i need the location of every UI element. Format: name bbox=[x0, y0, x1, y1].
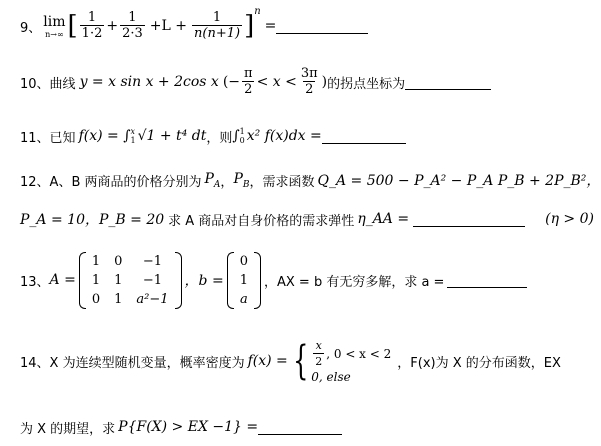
q10-frac-a: $\frac{\pi}{2}$ bbox=[244, 66, 253, 97]
answer-blank-10[interactable] bbox=[405, 75, 491, 90]
q14-text2: ，F(x)为 X 的分布函数，EX bbox=[397, 355, 561, 371]
q13-text: ，AX = b 有无穷多解，求 a = bbox=[263, 274, 445, 290]
limit-label: lim bbox=[43, 13, 66, 30]
question-14-line2 bbox=[20, 415, 342, 439]
q9-fraction-2: $\frac{1}{2\cdot 3}$ bbox=[122, 10, 143, 41]
q12-text: A、B 两商品的价格分别为 bbox=[49, 174, 202, 190]
q12-text3: 求 A 商品对自身价格的需求弹性 bbox=[168, 213, 355, 229]
price-a: $P_A$ bbox=[204, 170, 221, 190]
q9-limit bbox=[43, 14, 65, 39]
q10-curve: y = x sin x + 2cos x bbox=[79, 74, 219, 90]
price-b: $P_B$ bbox=[233, 170, 250, 190]
q11-text2: ，则 bbox=[206, 130, 233, 146]
answer-blank-13[interactable] bbox=[447, 273, 527, 288]
q11-limits: x 1 bbox=[130, 127, 136, 145]
q13-number: 13、 bbox=[20, 274, 50, 290]
question-11 bbox=[20, 121, 406, 151]
case-brace: { bbox=[292, 338, 309, 384]
q12-number: 12、 bbox=[20, 174, 50, 190]
left-bracket: [ bbox=[67, 11, 78, 41]
q10-text2: 的拐点坐标为 bbox=[327, 76, 406, 92]
q11-expr: f(x) = ∫ bbox=[78, 128, 131, 144]
condition: (η > 0) bbox=[545, 211, 594, 227]
equals: = bbox=[264, 18, 277, 34]
matrix-a: 1 0 −1 1 1 −1 0 1 a²−1 bbox=[79, 252, 182, 309]
elasticity: η_AA = bbox=[357, 211, 410, 227]
demand-function: Q_A = 500 − P_A² − P_A P_B + 2P_B²， bbox=[317, 173, 601, 189]
probability-expr: P{F(X) > EX −1} = bbox=[118, 419, 259, 435]
price-values: P_A = 10，P_B = 20 bbox=[20, 212, 165, 228]
ellipsis-term: +L + bbox=[149, 18, 187, 34]
question-14 bbox=[20, 336, 561, 386]
q11-limits2: 1 0 bbox=[239, 127, 245, 145]
density-label: f(x) = bbox=[247, 353, 288, 369]
q11-integrand: √1 + t⁴ dt bbox=[137, 128, 207, 144]
q12-text2: ，需求函数 bbox=[249, 174, 315, 190]
answer-blank-14[interactable] bbox=[258, 420, 342, 435]
q10-paren: (− bbox=[222, 74, 241, 90]
q14-number: 14、 bbox=[20, 355, 50, 371]
comma: ， bbox=[220, 174, 234, 190]
power: n bbox=[254, 6, 261, 17]
q11-integrand2: x² f(x)dx = bbox=[246, 128, 322, 144]
q10-inequality: < x < bbox=[256, 74, 297, 90]
piecewise: $\frac{x}{2}$ , 0 < x < 2 0, else bbox=[311, 339, 392, 384]
answer-blank-11[interactable] bbox=[322, 129, 406, 144]
question-10 bbox=[20, 62, 491, 102]
limit-sub: n→∞ bbox=[45, 29, 64, 39]
vector-b: 0 1 a bbox=[227, 252, 261, 309]
q9-fraction-3: $\frac{1}{n(n+1)}$ bbox=[194, 10, 241, 41]
question-9 bbox=[20, 6, 368, 46]
question-12-line2 bbox=[20, 207, 594, 231]
vector-b-label: ，b = bbox=[184, 273, 224, 289]
q9-fraction-1: $\frac{1}{1\cdot 2}$ bbox=[81, 10, 103, 41]
q11-number: 11、 bbox=[20, 130, 50, 146]
q10-paren-close: ) bbox=[321, 74, 328, 90]
question-13 bbox=[20, 246, 527, 314]
q10-number: 10、 bbox=[20, 76, 50, 92]
matrix-a-label: A = bbox=[49, 272, 76, 288]
answer-blank-9[interactable] bbox=[276, 19, 368, 34]
plus: + bbox=[106, 18, 119, 34]
q14-line2-text: 为 X 的期望，求 bbox=[20, 421, 116, 437]
q14-text: X 为连续型随机变量，概率密度为 bbox=[49, 355, 245, 371]
q11-text: 已知 bbox=[49, 130, 76, 146]
right-bracket: ] bbox=[244, 11, 255, 41]
q10-frac-b: $\frac{3\pi}{2}$ bbox=[300, 66, 318, 97]
q11-integral: ∫ bbox=[232, 128, 240, 144]
question-12 bbox=[20, 168, 600, 192]
q10-text: 曲线 bbox=[49, 76, 76, 92]
q9-number: 9、 bbox=[20, 20, 42, 36]
answer-blank-12[interactable] bbox=[413, 212, 525, 227]
